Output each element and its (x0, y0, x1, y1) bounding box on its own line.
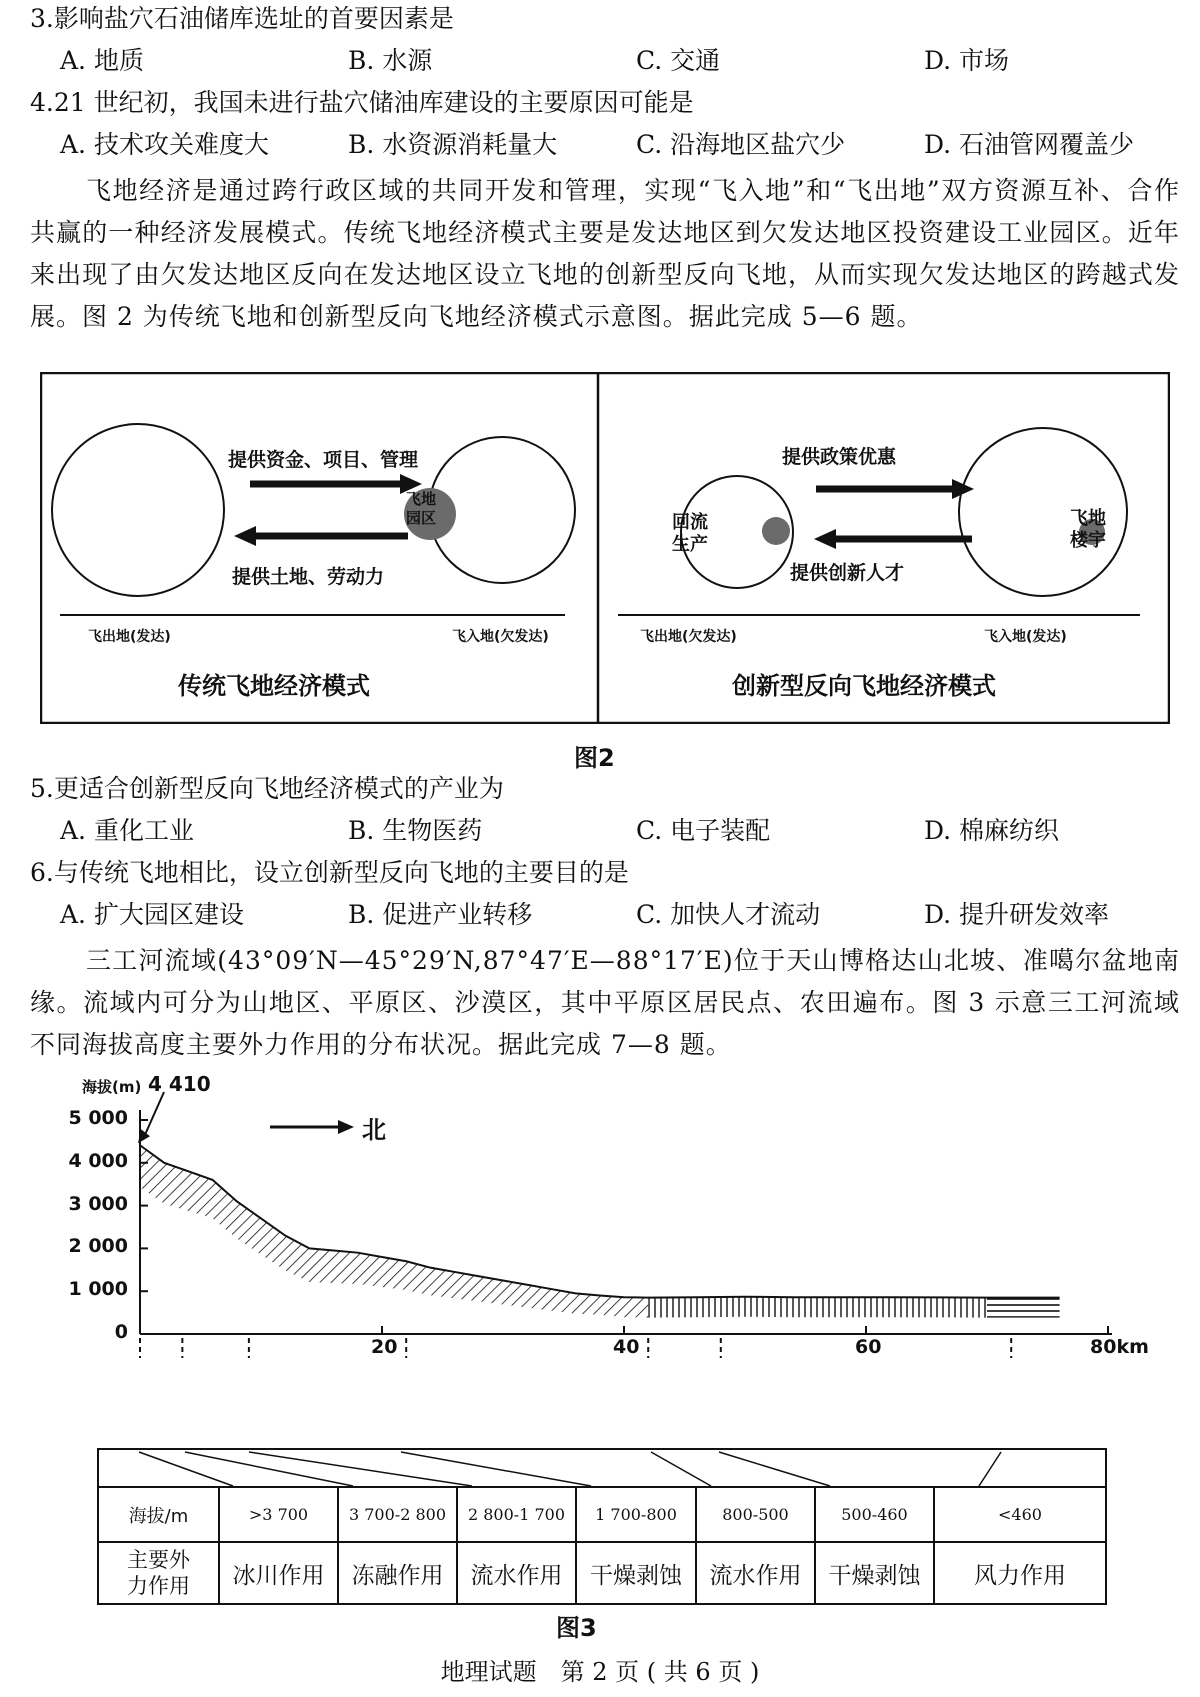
right-arrow-bottom-label: 提供创新人才 (790, 562, 905, 584)
q5-option-d: D. 棉麻纺织 (924, 816, 1060, 845)
external-force-cell: 流水作用 (456, 1541, 575, 1603)
right-ground-left-label: 飞出地(欠发达) (640, 629, 737, 645)
q6-option-d: D. 提升研发效率 (924, 900, 1110, 929)
north-arrowhead (338, 1120, 354, 1134)
external-force-cell: 干燥剥蚀 (814, 1541, 933, 1603)
q5-stem: 5.更适合创新型反向飞地经济模式的产业为 (30, 774, 504, 803)
q3-option-a: A. 地质 (60, 46, 144, 75)
passage-enclave-economy: 飞地经济是通过跨行政区域的共同开发和管理，实现“飞入地”和“飞出地”双方资源互补、合作共赢的一种经济发展模式。传统飞地经济模式主要是发达地区到欠发达地区投资建设工业园区。近年来出现了由欠发达地区反向在发达地区设立飞地的创新型反向飞地，从而实现欠发达地区的跨越式发展。图 2 为传统飞地和创新型反向飞地经济模式示意图。据此完成 5—6 题。 (30, 176, 1180, 331)
q6-option-a: A. 扩大园区建设 (60, 900, 244, 929)
external-force-cell: 流水作用 (695, 1541, 814, 1603)
external-force-cell: 干燥剥蚀 (575, 1541, 695, 1603)
left-arrow-top-label: 提供资金、项目、管理 (228, 449, 419, 471)
y-tick-label: 1 000 (68, 1278, 128, 1301)
return-production-label-line2: 生产 (672, 534, 708, 555)
external-force-cell: 冰川作用 (218, 1541, 337, 1603)
altitude-range-cell: 2 800-1 700 (456, 1486, 575, 1541)
table-header-external-force (99, 1541, 218, 1603)
altitude-range-cell: 500-460 (814, 1486, 933, 1541)
peak-pointer-arrow (143, 1092, 164, 1139)
q3-option-d: D. 市场 (924, 46, 1010, 75)
left-panel-title: 传统飞地经济模式 (178, 672, 370, 700)
return-production-label-line1: 回流 (672, 512, 708, 533)
external-force-cell: 风力作用 (933, 1541, 1105, 1603)
arrowhead-left-right-panel (814, 529, 836, 549)
origin-circle-developed (52, 424, 224, 596)
table-header-external-force-line2: 力作用 (127, 1574, 190, 1598)
right-panel-title: 创新型反向飞地经济模式 (732, 672, 996, 700)
y-tick-label: 0 (114, 1321, 128, 1343)
return-production-dot (762, 517, 790, 545)
x-tick-label: 40 (613, 1336, 640, 1358)
y-tick-label: 3 000 (68, 1192, 128, 1215)
external-force-cell: 冻融作用 (337, 1541, 456, 1603)
q3-stem: 3.影响盐穴石油储库选址的首要因素是 (30, 4, 454, 33)
y-tick-label: 2 000 (68, 1235, 128, 1258)
q5-option-b: B. 生物医药 (348, 816, 483, 845)
q6-option-b: B. 促进产业转移 (348, 900, 533, 929)
x-tick-label: 20 (371, 1336, 398, 1358)
left-arrow-bottom-label: 提供土地、劳动力 (232, 566, 385, 588)
x-tick-label: 60 (855, 1336, 882, 1358)
passage-sangong-river: 三工河流域(43°09′N—45°29′N,87°47′E—88°17′E)位于天山博格达山北坡、准噶尔盆地南缘。流域内可分为山地区、平原区、沙漠区，其中平原区居民点、农田遍布。图 3 示意三工河流域不同海拔高度主要外力作用的分布状况。据此完成 7—8 题。 (30, 946, 1180, 1059)
hatch-band-desert (987, 1298, 1060, 1318)
q3-option-c: C. 交通 (636, 46, 721, 75)
y-tick-label: 5 000 (68, 1107, 128, 1129)
altitude-range-cell: 1 700-800 (575, 1486, 695, 1541)
enclave-park-label-line1: 飞地 (406, 490, 437, 508)
q4-option-d: D. 石油管网覆盖少 (924, 130, 1135, 159)
altitude-range-cell: 3 700-2 800 (337, 1486, 456, 1541)
enclave-building-label-line2: 楼宇 (1070, 530, 1106, 551)
page-footer: 地理试题 第 2 页 ( 共 6 页 ) (440, 1658, 760, 1686)
right-ground-right-label: 飞入地(发达) (984, 629, 1067, 645)
figure-3-caption: 图3 (556, 1614, 597, 1642)
q4-option-c: C. 沿海地区盐穴少 (636, 130, 846, 159)
q6-option-c: C. 加快人才流动 (636, 900, 821, 929)
left-ground-left-label: 飞出地(发达) (88, 629, 171, 645)
enclave-building-label (1070, 508, 1106, 552)
table-header-external-force-line1: 主要外 (127, 1548, 190, 1572)
right-arrow-top-label: 提供政策优惠 (782, 446, 897, 468)
altitude-range-cell: <460 (933, 1486, 1105, 1541)
q5-option-c: C. 电子装配 (636, 816, 771, 845)
q4-option-b: B. 水资源消耗量大 (348, 130, 558, 159)
figure-2-caption: 图2 (574, 744, 615, 772)
x-tick-label: 80km (1090, 1336, 1149, 1358)
peak-elevation-label: 4 410 (148, 1072, 211, 1096)
altitude-range-cell: >3 700 (218, 1486, 337, 1541)
q4-stem: 4.21 世纪初，我国未进行盐穴储油库建设的主要原因可能是 (30, 88, 694, 117)
y-tick-label: 4 000 (68, 1149, 128, 1172)
y-axis-label: 海拔(m) (82, 1078, 142, 1096)
return-production-label (672, 512, 708, 556)
enclave-building-label-line1: 飞地 (1070, 508, 1106, 529)
figure-3-table (97, 1448, 1107, 1605)
arrowhead-left-left-panel (234, 526, 256, 546)
table-header-altitude: 海拔/m (99, 1486, 218, 1541)
table-link-lines (99, 1450, 1105, 1490)
arrowhead-right-right-panel (952, 479, 974, 499)
enclave-park-label (406, 490, 436, 528)
altitude-range-cell: 800-500 (695, 1486, 814, 1541)
left-ground-right-label: 飞入地(欠发达) (452, 629, 549, 645)
q6-stem: 6.与传统飞地相比，设立创新型反向飞地的主要目的是 (30, 858, 629, 887)
hatch-band-plain (648, 1297, 987, 1318)
q5-option-a: A. 重化工业 (60, 816, 194, 845)
q4-option-a: A. 技术攻关难度大 (60, 130, 269, 159)
enclave-park-label-line2: 园区 (406, 509, 437, 527)
figure-3-profile-chart (0, 1070, 1200, 1450)
q3-option-b: B. 水源 (348, 46, 433, 75)
elevation-profile-line (140, 1145, 1060, 1297)
north-label: 北 (362, 1116, 386, 1144)
